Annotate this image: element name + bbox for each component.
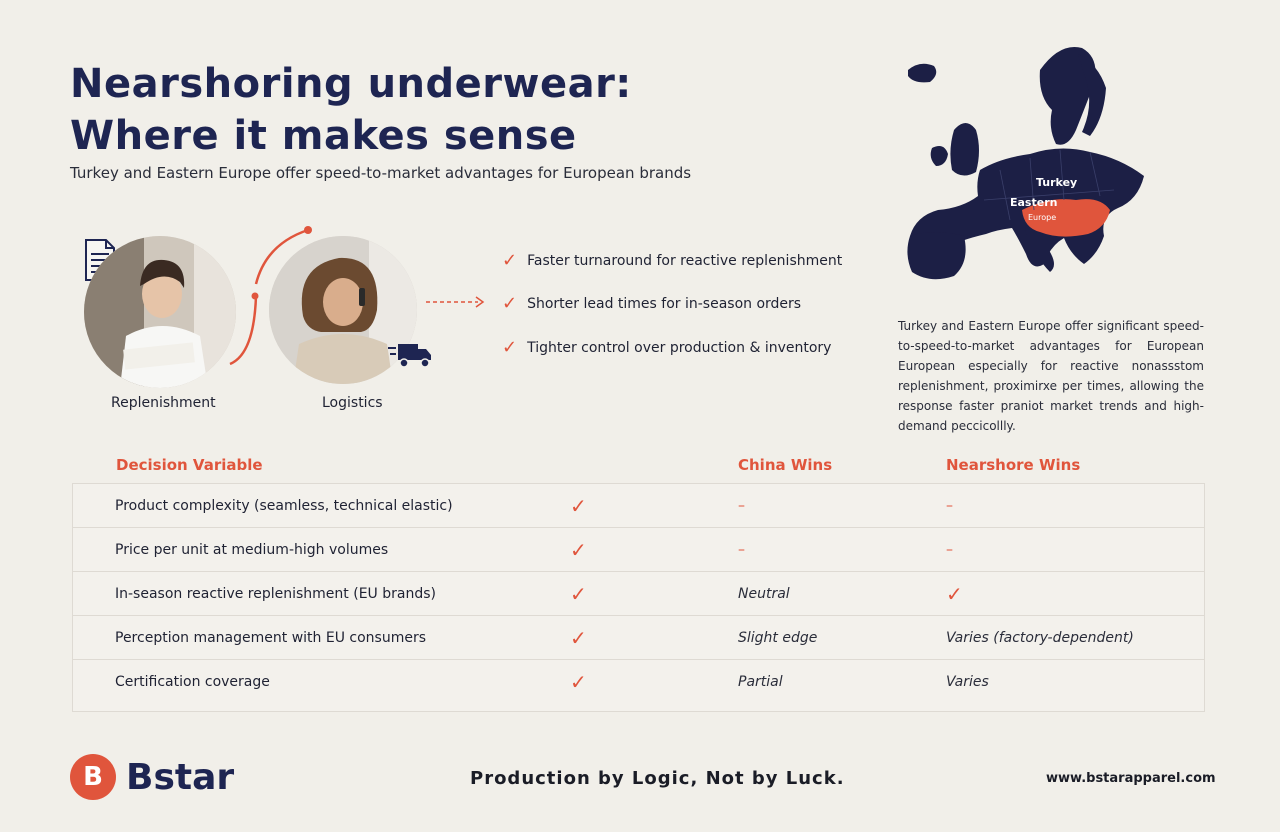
china-cell: – (738, 498, 745, 514)
replenishment-caption: Replenishment (111, 395, 216, 411)
nearshore-cell: Varies (factory-dependent) (946, 630, 1134, 646)
logistics-caption: Logistics (322, 395, 383, 411)
map-label-eastern: Eastern (1010, 196, 1058, 209)
map-label-europe: Europe (1028, 213, 1057, 222)
title-line-2: Where it makes sense (70, 113, 577, 159)
benefit-item (502, 295, 801, 313)
truck-icon (388, 340, 434, 370)
logo-text: Bstar (126, 756, 235, 798)
benefit-label: Tighter control over production & inventory (527, 340, 832, 356)
logo-mark: B (70, 754, 116, 800)
variable-cell: Product complexity (seamless, technical elastic) (115, 498, 453, 514)
check-icon: ✓ (502, 250, 518, 271)
check-icon: ✓ (570, 538, 587, 562)
replenishment-photo (84, 236, 236, 388)
benefit-label: Faster turnaround for reactive replenishment (527, 253, 843, 269)
table-row (73, 660, 1204, 704)
china-cell: – (738, 542, 745, 558)
table-row (73, 528, 1204, 572)
nearshore-cell: ✓ (946, 582, 963, 606)
tagline: Production by Logic, Not by Luck. (470, 768, 845, 789)
variable-cell: Perception management with EU consumers (115, 630, 427, 646)
benefit-label: Shorter lead times for in-season orders (527, 296, 802, 312)
check-icon: ✓ (570, 494, 587, 518)
variable-cell: Certification coverage (115, 674, 270, 690)
website-link[interactable]: www.bstarapparel.com (1046, 771, 1216, 786)
header-china-wins: China Wins (738, 456, 833, 474)
variable-cell: In-season reactive replenishment (EU brands) (115, 586, 436, 602)
nearshore-cell: Varies (946, 674, 989, 690)
table-row (73, 616, 1204, 660)
nearshore-cell: – (946, 498, 953, 514)
check-icon: ✓ (502, 293, 518, 314)
header-nearshore-wins: Nearshore Wins (946, 456, 1081, 474)
title-line-1: Nearshoring underwear: (70, 61, 632, 107)
benefit-item (502, 339, 831, 357)
europe-map (900, 40, 1150, 290)
table-row (73, 484, 1204, 528)
nearshore-cell: – (946, 542, 953, 558)
brand-logo (70, 754, 234, 800)
benefit-item (502, 252, 842, 270)
table-row (73, 572, 1204, 616)
header-decision-variable: Decision Variable (116, 456, 263, 474)
china-cell: Partial (738, 674, 783, 690)
map-description: Turkey and Eastern Europe offer significant speed-to-speed-to-market advantages for European European especially for reactive nonassstom replenishment, proximirxe per times, allowing the response faster praniot market trends and high-demand peccicollly. (898, 319, 1204, 433)
map-label-turkey: Turkey (1036, 176, 1078, 189)
check-icon: ✓ (502, 337, 518, 358)
page-subtitle: Turkey and Eastern Europe offer speed-to-market advantages for European brands (70, 164, 692, 182)
page-title (70, 58, 632, 162)
check-icon: ✓ (570, 582, 587, 606)
check-icon: ✓ (570, 626, 587, 650)
check-icon: ✓ (570, 670, 587, 694)
variable-cell: Price per unit at medium-high volumes (115, 542, 389, 558)
comparison-table (72, 483, 1205, 712)
china-cell: Neutral (738, 586, 790, 602)
arrow-right-icon (424, 294, 486, 310)
china-cell: Slight edge (738, 630, 818, 646)
